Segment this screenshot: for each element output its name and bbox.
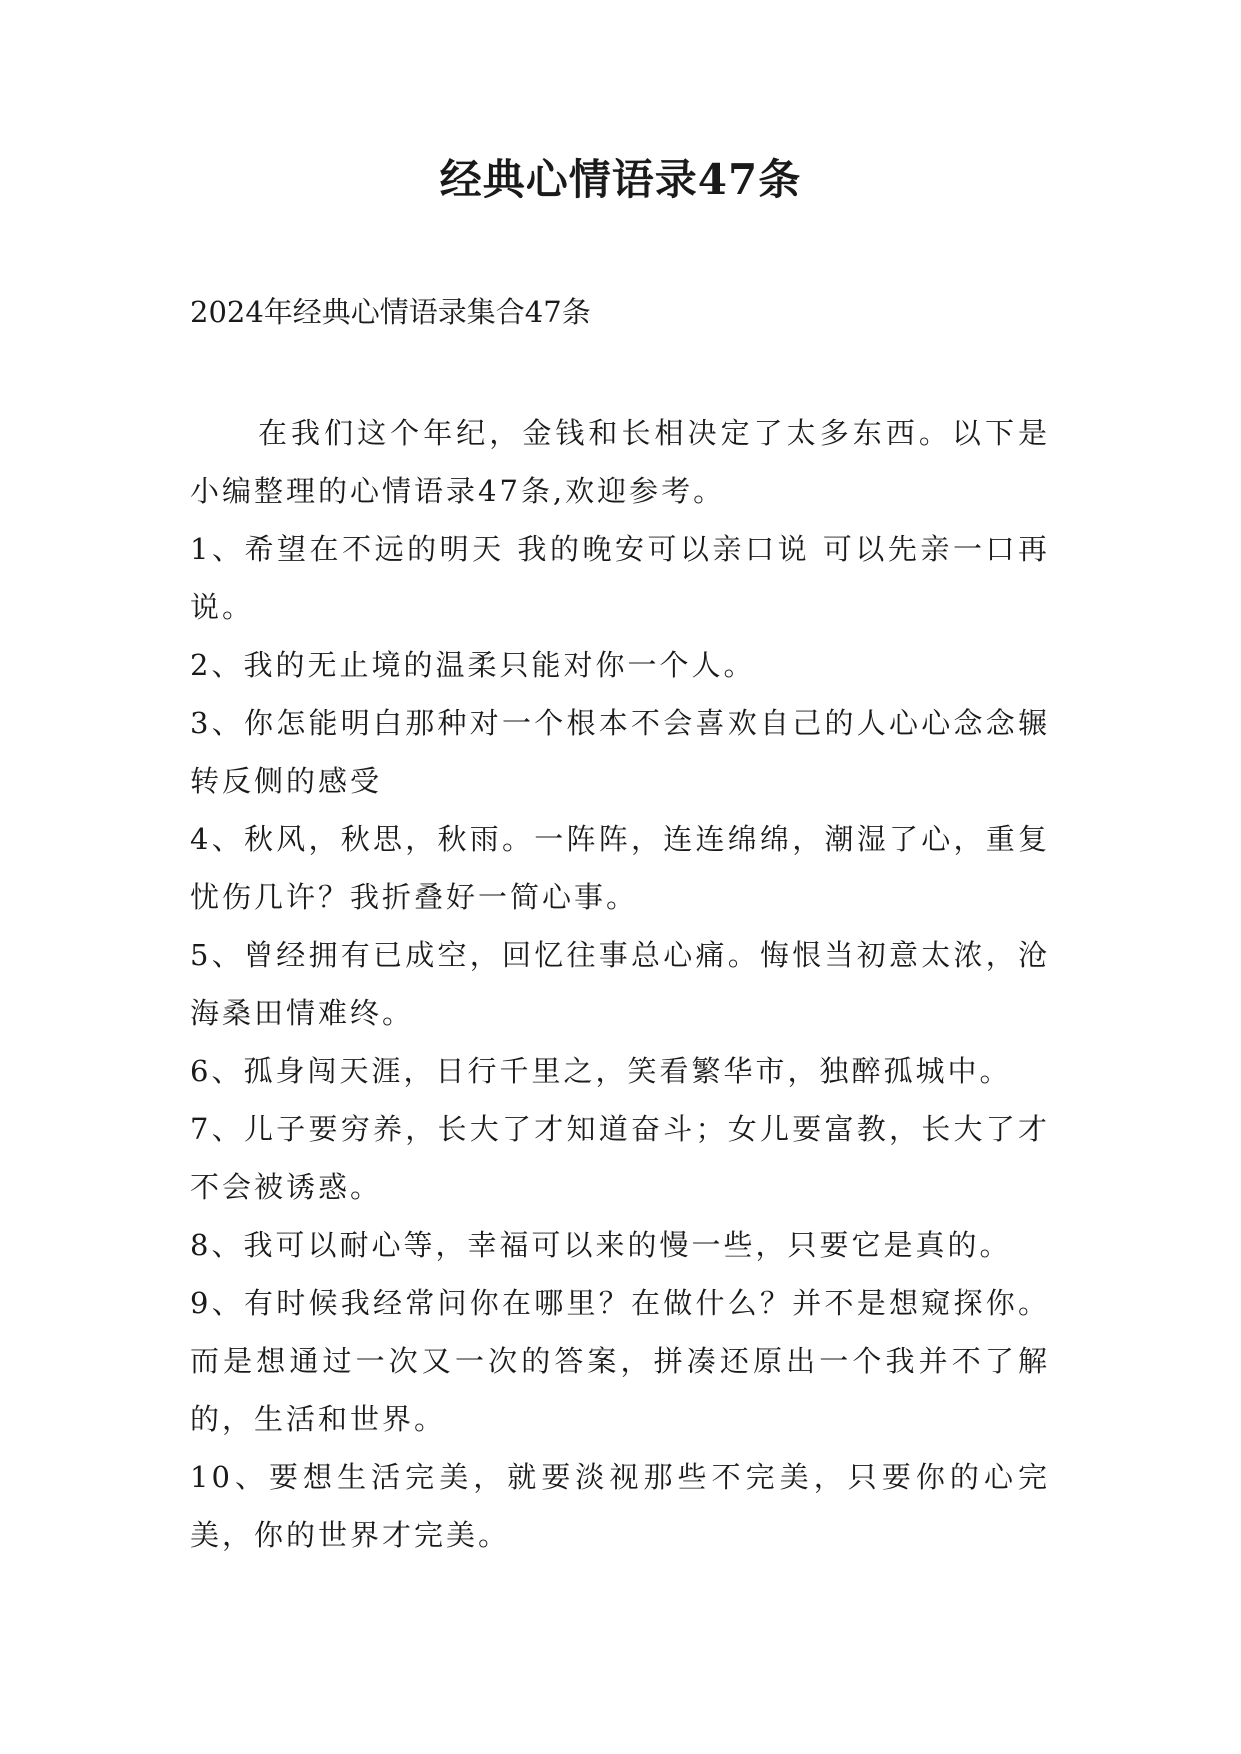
document-subtitle: 2024年经典心情语录集合47条	[190, 295, 591, 329]
document-body	[190, 404, 1050, 1564]
list-item: 9、有时候我经常问你在哪里？在做什么？并不是想窥探你。而是想通过一次又一次的答案，拼凑还原出一个我并不了解的，生活和世界。	[190, 1286, 1050, 1436]
list-item: 1、希望在不远的明天 我的晚安可以亲口说 可以先亲一口再说。	[190, 532, 1050, 624]
list-item: 3、你怎能明白那种对一个根本不会喜欢自己的人心心念念辗转反侧的感受	[190, 706, 1050, 798]
document-title: 经典心情语录47条	[439, 155, 802, 204]
list-item: 4、秋风，秋思，秋雨。一阵阵，连连绵绵，潮湿了心，重复忧伤几许？我折叠好一简心事。	[190, 822, 1050, 914]
list-item: 10、要想生活完美，就要淡视那些不完美，只要你的心完美，你的世界才完美。	[190, 1460, 1050, 1552]
list-item: 5、曾经拥有已成空，回忆往事总心痛。悔恨当初意太浓，沧海桑田情难终。	[190, 938, 1050, 1030]
list-item: 7、儿子要穷养，长大了才知道奋斗；女儿要富教，长大了才不会被诱惑。	[190, 1112, 1050, 1204]
list-item: 8、我可以耐心等，幸福可以来的慢一些，只要它是真的。	[190, 1228, 1012, 1262]
list-item: 6、孤身闯天涯，日行千里之，笑看繁华市，独醉孤城中。	[190, 1054, 1012, 1088]
list-item: 2、我的无止境的温柔只能对你一个人。	[190, 648, 756, 682]
intro-paragraph: 在我们这个年纪，金钱和长相决定了太多东西。以下是小编整理的心情语录47条,欢迎参考。	[190, 416, 1050, 508]
